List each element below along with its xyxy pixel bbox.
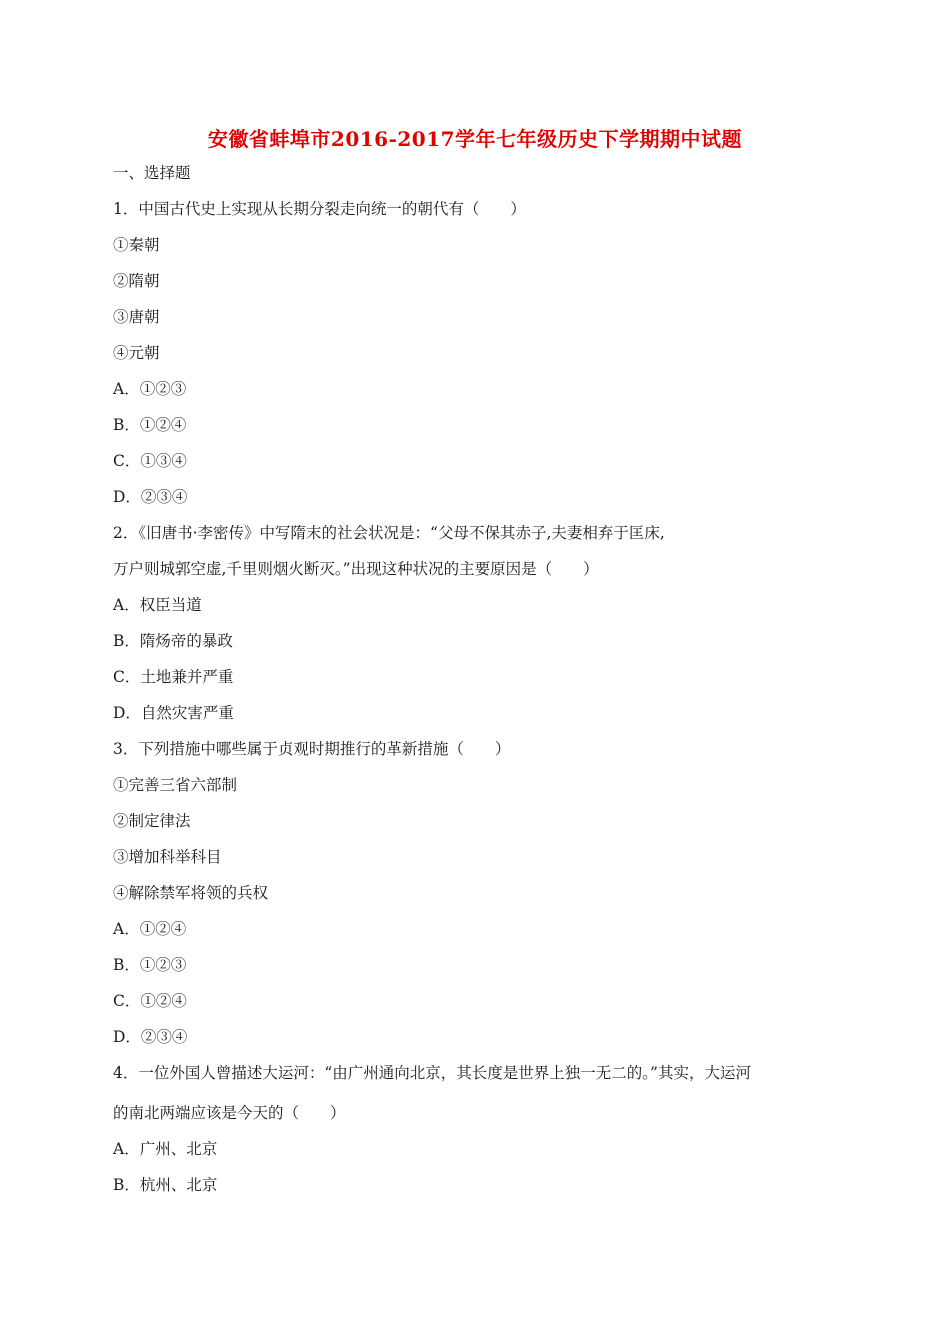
question-4-option-b: B．杭州、北京: [113, 1176, 218, 1194]
question-1-item-2: ②隋朝: [113, 272, 160, 290]
question-3-item-3: ③增加科举科目: [113, 848, 222, 866]
question-3-item-1: ①完善三省六部制: [113, 776, 238, 794]
question-1-option-c: C．①③④: [113, 452, 187, 470]
question-4-option-a: A．广州、北京: [113, 1140, 218, 1158]
question-2-option-b: B．隋炀帝的暴政: [113, 632, 233, 650]
question-4-stem-line-1: 4．一位外国人曾描述大运河：“由广州通向北京，其长度是世界上独一无二的。”其实，大运河: [113, 1064, 751, 1082]
question-1-item-1: ①秦朝: [113, 236, 160, 254]
question-2-stem-line-1: 2．《旧唐书·李密传》中写隋末的社会状况是：“父母不保其赤子,夫妻相弃于匡床,: [113, 524, 665, 542]
question-1-option-a: A．①②③: [113, 380, 187, 398]
question-2-option-c: C．土地兼并严重: [113, 668, 234, 686]
question-3-option-d: D．②③④: [113, 1028, 188, 1046]
question-1-stem: 1．中国古代史上实现从长期分裂走向统一的朝代有（ ）: [113, 200, 526, 218]
section-heading: 一、选择题: [113, 164, 191, 182]
question-1-option-b: B．①②④: [113, 416, 187, 434]
question-4-stem-line-2: 的南北两端应该是今天的（ ）: [113, 1104, 346, 1122]
question-3-option-a: A．①②④: [113, 920, 187, 938]
question-3-stem: 3．下列措施中哪些属于贞观时期推行的革新措施（ ）: [113, 740, 511, 758]
question-3-option-b: B．①②③: [113, 956, 187, 974]
question-2-stem-line-2: 万户则城郭空虚,千里则烟火断灭。”出现这种状况的主要原因是（ ）: [113, 560, 599, 578]
question-2-option-a: A．权臣当道: [113, 596, 202, 614]
question-3-item-2: ②制定律法: [113, 812, 191, 830]
question-2-option-d: D．自然灾害严重: [113, 704, 234, 722]
question-1-option-d: D．②③④: [113, 488, 188, 506]
page-title: 安徽省蚌埠市2016-2017学年七年级历史下学期期中试题: [207, 127, 743, 151]
question-3-item-4: ④解除禁军将领的兵权: [113, 884, 269, 902]
question-3-option-c: C．①②④: [113, 992, 187, 1010]
question-1-item-3: ③唐朝: [113, 308, 160, 326]
question-1-item-4: ④元朝: [113, 344, 160, 362]
